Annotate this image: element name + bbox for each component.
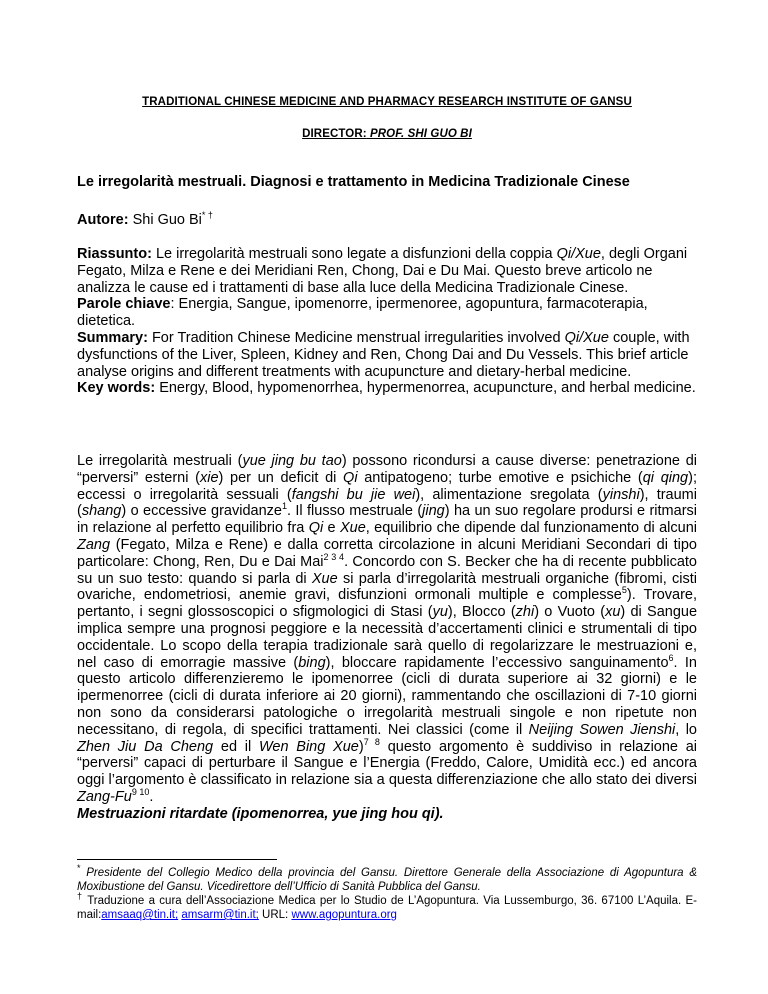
text-run: yinshi [602,486,640,503]
text-run: . Il flusso mestruale ( [287,503,423,520]
summary-term: Qi/Xue [564,329,609,346]
text-run: zhi [515,604,535,621]
summary-text-2: couple, with dysfunctions of the Liver, Spleen, Kidney and Ren, Chong Dai and Du Vessels. This brief article analyse origins and different treatments with acupuncture and dietary-herbal medicine. [77,329,690,380]
footnotes [77,863,697,922]
riassunto-paragraph [77,246,697,296]
text-run: . In questo articolo differenzieremo le ipomenorree (cicli di durata superiore ai 32 giorni) e le ipermenorree (cicli di durata inferiore ai 20 giorni), rammentando che oscillazioni di 7-10 giorni non sono da considerarsi patologiche o irregolarità mestruali singole e non ripetute non necessitano, di regola, di specifici trattamenti. Nei classici (come il [77,654,697,738]
director-line [77,128,697,140]
director-label: DIRECTOR: [302,128,367,140]
text-run: ), traumi ( [77,486,697,520]
institute-header [77,96,697,108]
parole-label: Parole chiave [77,296,171,313]
text-run: qi qing [642,469,689,486]
footnote-mark: * [77,863,81,874]
text-run: , lo [675,721,697,738]
institute-name: TRADITIONAL CHINESE MEDICINE AND PHARMACY RESEARCH INSTITUTE OF GANSU [142,96,632,108]
footnote-1-text: Presidente del Collegio Medico della provincia del Gansu. Direttore Generale della Associazione di Agopuntura & Moxibustione del Gansu. Vicedirettore dell’Ufficio di Sanità Pubblica del Gansu. [77,867,697,893]
keywords-paragraph [77,380,697,397]
text-run: Qi [343,469,358,486]
footnote-ref: 6 [668,652,674,663]
riassunto-text: Le irregolarità mestruali sono legate a disfunzioni della coppia [151,246,557,262]
footnote-ref: 1 [281,501,287,512]
text-run: xu [605,604,621,621]
body-text [77,453,697,823]
text-run: questo argomento è suddiviso in relazione ai “perversi” capaci di perturbare il Sangue e l’Energia (Freddo, Calore, Umidità ecc.) ed ancora oggi l’argomento è classificato in relazione sia a questa differenziazione che allo stato dei diversi [77,738,698,789]
text-run: Qi [308,520,324,537]
summary-text: For Tradition Chinese Medicine menstrual irregularities involved [147,329,565,346]
text-run: si parla d’irregolarità mestruali organiche (fibromi, cisti ovariche, endometriosi, anemie gravi, disfunzioni ormonali multiple e complesse [77,570,697,604]
text-run: ) o Vuoto ( [534,604,606,621]
riassunto-label: Riassunto: [77,246,152,262]
text-run: jing [422,503,445,520]
text-run: ) o eccessive gravidanze [121,503,282,520]
text-run: xie [199,469,219,486]
section-heading: Mestruazioni ritardate (ipomenorrea, yue jing hou qi). [77,805,444,822]
text-run: ); eccessi o irregolarità sessuali ( [77,469,697,503]
footnote-rule [77,859,277,860]
footnote-2-text: Traduzione a cura dell’Associazione Medica per lo Studio de L’Agopuntura. Via Lussemburgo, 36. 67100 L’Aquila. E-mail: [77,895,697,921]
website-link[interactable]: www.agopuntura.org [291,909,397,921]
url-label: URL: [258,909,292,921]
footnote-ref: 9 10 [131,787,150,798]
text-run: Zang [77,536,111,553]
text-run: e [323,520,340,537]
summary-label: Summary: [77,329,148,346]
text-run: Zang-Fu [77,788,132,805]
parole-paragraph [77,296,697,330]
footnote-ref: 5 [621,585,627,596]
text-run: ), Blocco ( [447,604,516,621]
text-run: ed il [213,738,259,755]
text-run: (Fegato, Milza e Rene) e dalla corretta circolazione in alcuni Meridiani Secondari di tipo particolare: Chong, Ren, Du e Dai Mai [77,536,697,570]
text-run: yu [432,604,448,621]
text-run: Xue [339,520,366,537]
riassunto-term: Qi/Xue [556,246,601,262]
text-run: ). Trovare, pertanto, i segni glossoscopici o sfigmologici di Stasi ( [77,587,697,621]
keywords-text: Energy, Blood, hypomenorrhea, hypermenorrea, acupuncture, and herbal medicine. [155,380,696,397]
footnote-1 [77,863,697,894]
text-run: Xue [311,570,338,587]
text-run: Le irregolarità mestruali ( [77,453,243,469]
article-title: Le irregolarità mestruali. Diagnosi e trattamento in Medicina Tradizionale Cinese [77,174,630,190]
text-run: ), bloccare rapidamente l’eccessivo sanguinamento [325,654,669,671]
author-label: Autore: [77,212,129,228]
text-run: . Concordo con S. Becker che ha di recente pubblicato su un suo testo: quando si parla di [77,553,697,587]
director-name: PROF. SHI GUO BI [369,128,472,140]
text-run: ) di Sangue implica sempre una prognosi peggiore e la necessità d’accertamenti clinici e strumentali di tipo occidentale. Lo scopo della terapia tradizionale sarà quello di regolarizzare le mestruazioni e, nel caso di emorragie massive ( [77,604,698,671]
text-run: Neijing Sowen Jienshi [528,721,676,738]
text-run: ) possono ricondursi a cause diverse: penetrazione di “perversi” esterni ( [77,453,697,486]
email-link-1[interactable]: amsaaq@tin.it; [101,909,179,921]
text-run: ) per un deficit di [218,469,344,486]
keywords-label: Key words: [77,380,156,397]
text-run: ) [358,738,364,755]
email-link-2[interactable]: amsarm@tin.it; [181,909,259,921]
footnote-mark: † [77,891,84,902]
parole-text: : Energia, Sangue, ipomenorre, ipermenoree, agopuntura, farmacoterapia, dietetica. [77,296,648,330]
riassunto-text-2: , degli Organi Fegato, Milza e Rene e dei Meridiani Ren, Chong, Dai e Du Mai. Questo breve articolo ne analizza le cause ed i trattamenti di base alla luce della Medicina Tradizionale Cinese. [77,246,688,296]
text-run: , equilibrio che dipende dal funzionamento di alcuni [365,520,697,537]
text-run: antipatogeno; turbe emotive e psichiche ( [357,469,643,486]
body-paragraph [77,453,697,806]
text-run: ) ha un suo regolare prodursi e ritmarsi in relazione al perfetto equilibrio fra [77,503,697,537]
text-run: yue jing bu tao [242,453,342,469]
text-run: fangshi bu jie wei [291,486,416,503]
text-run: . [149,788,154,805]
author-marks: * † [201,210,213,221]
text-run: Wen Bing Xue [258,738,359,755]
text-run: shang [81,503,122,520]
text-run: bing [298,654,326,671]
text-run: Zhen Jiu Da Cheng [77,738,214,755]
text-run: ), alimentazione sregolata ( [415,486,603,503]
footnote-ref: 2 3 4 [323,551,345,562]
summary-paragraph [77,330,697,380]
author-line [77,212,213,228]
footnote-2 [77,891,697,922]
author-name: Shi Guo Bi [132,212,202,228]
abstract [77,246,697,397]
footnote-ref: 7 8 [363,736,380,747]
